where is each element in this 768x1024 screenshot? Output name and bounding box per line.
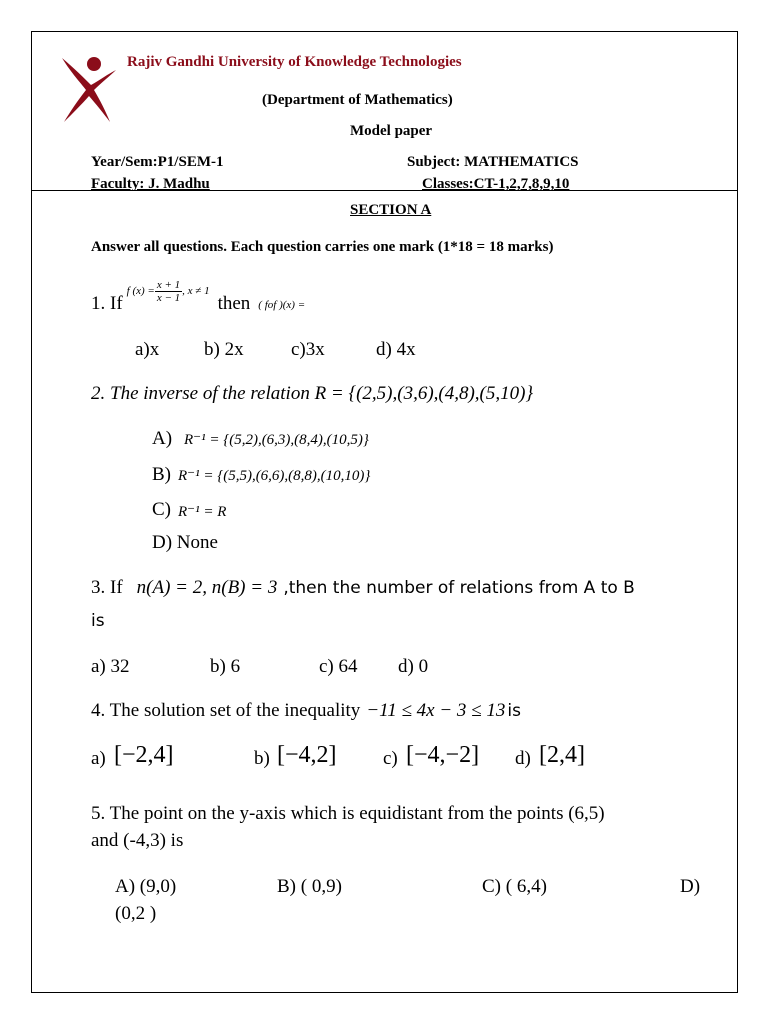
year-sem: Year/Sem:P1/SEM-1 [91,154,224,170]
q1-condition: , x ≠ 1 [182,285,210,297]
q2-option-c: R⁻¹ = R [178,504,227,520]
q5-option-d-label: D) [680,876,701,897]
q4-option-c: [−4,−2] [406,742,480,768]
classes: Classes:CT-1,2,7,8,9,10 [422,176,570,192]
q4-math: −11 ≤ 4x − 3 ≤ 13 [366,700,506,721]
question-1 [91,278,305,318]
q3-prefix: 3. If [91,577,123,598]
q2-label-c: C) [152,499,171,520]
q2-option-b: R⁻¹ = {(5,5),(6,6),(8,8),(10,10)} [178,468,371,484]
q2-option-d: D) None [152,532,218,553]
q2-option-a: R⁻¹ = {(5,2),(6,3),(8,4),(10,5)} [184,432,369,448]
university-name: Rajiv Gandhi University of Knowledge Technologies [127,54,462,70]
q3-option-a: a) 32 [91,656,130,677]
q4-option-a: [−2,4] [114,742,174,768]
q2-label-b: B) [152,464,171,485]
subject: Subject: MATHEMATICS [407,154,579,170]
q1-fx: f (x) = [126,285,155,297]
q3-math: n(A) = 2, n(B) = 3 [136,577,278,598]
q5-line-1: 5. The point on the y-axis which is equidistant from the points (6,5) [91,803,605,824]
q1-fraction [155,279,182,304]
q3-option-b: b) 6 [210,656,241,677]
q4-option-d: [2,4] [539,742,585,768]
q5-line-2: and (-4,3) is [91,830,184,851]
instructions: Answer all questions. Each question carries one mark (1*18 = 18 marks) [91,239,554,255]
q4-label-a: a) [91,748,106,769]
q5-option-c: C) ( 6,4) [482,876,547,897]
university-logo-icon [58,52,118,124]
question-4 [91,700,521,722]
q2-stem: 2. The inverse of the relation R = {(2,5),(3,6),(4,8),(5,10)} [91,383,534,404]
q1-prefix: 1. If [91,293,123,314]
q5-option-b: B) ( 0,9) [277,876,342,897]
q3-rest: ,then the number of relations from A to B [283,578,635,598]
header-divider [31,190,737,191]
q3-option-d: d) 0 [398,656,429,677]
q1-numerator: x + 1 [156,278,181,291]
q1-then: then [217,293,251,314]
q1-denominator: x − 1 [156,291,181,304]
q5-option-d: (0,2 ) [115,903,157,924]
q1-option-b: b) 2x [204,339,244,360]
section-title: SECTION A [350,202,432,218]
q4-tail: is [507,701,521,721]
paper-type: Model paper [350,123,433,139]
q1-option-d: d) 4x [376,339,416,360]
q4-option-b: [−4,2] [277,742,337,768]
q5-option-a: A) (9,0) [115,876,177,897]
q2-label-a: A) [152,428,173,449]
q1-option-a: a)x [135,339,160,360]
q4-label-c: c) [383,748,398,769]
question-3 [91,577,635,599]
faculty: Faculty: J. Madhu [91,176,210,192]
q4-stem: 4. The solution set of the inequality [91,700,361,721]
q4-label-b: b) [254,748,270,769]
q3-continuation: is [91,611,105,631]
q1-option-c: c)3x [291,339,325,360]
q3-option-c: c) 64 [319,656,358,677]
department: (Department of Mathematics) [262,92,453,108]
q1-composition: ( fof )(x) = [258,299,306,311]
q4-label-d: d) [515,748,531,769]
